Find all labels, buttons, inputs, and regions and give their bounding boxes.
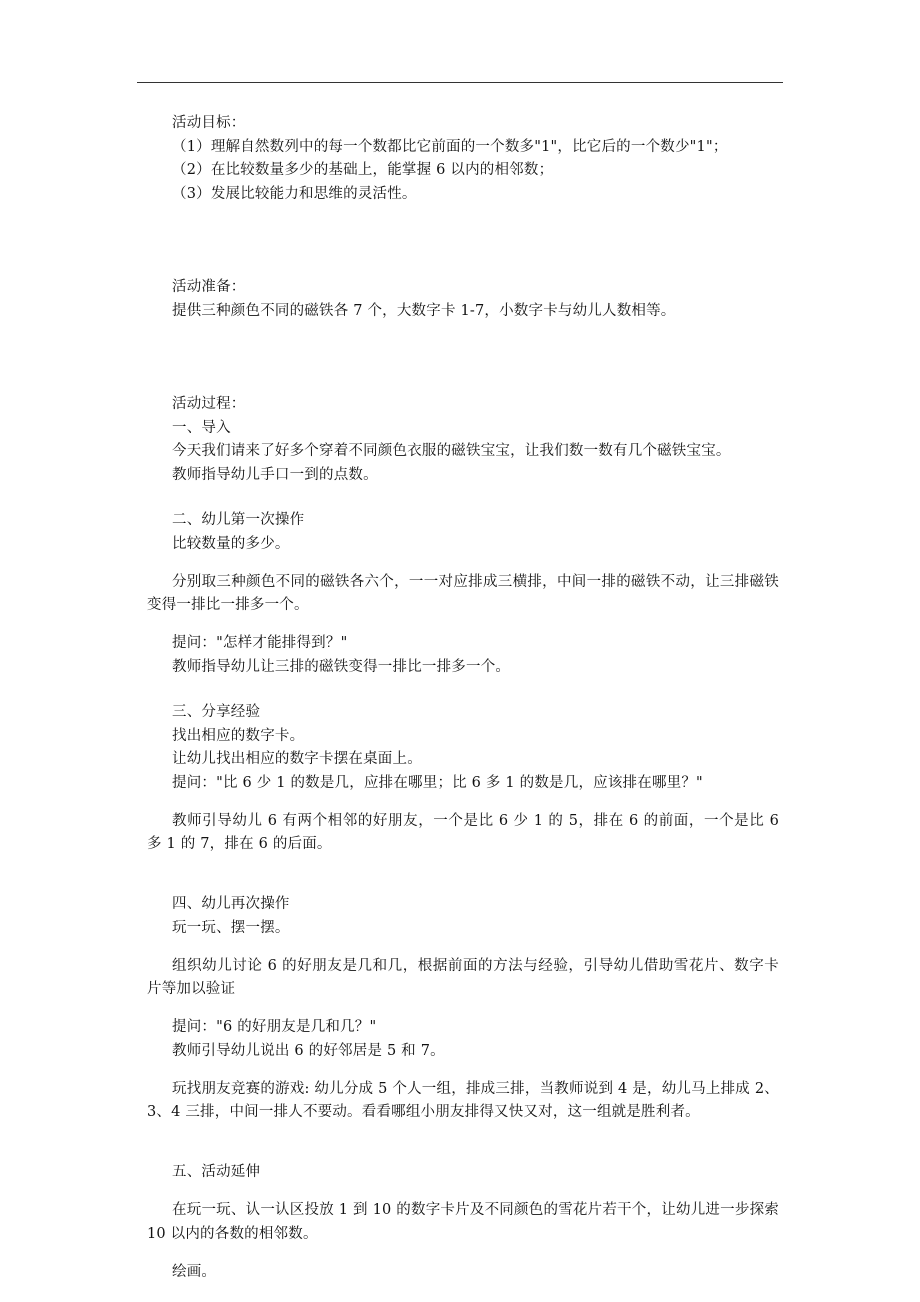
- section-2-title: 二、幼儿第一次操作: [172, 512, 305, 528]
- process-heading: 活动过程：: [172, 396, 246, 412]
- section-1-para-1: 今天我们请来了好多个穿着不同颜色衣服的磁铁宝宝，让我们数一数有几个磁铁宝宝。: [172, 443, 731, 459]
- section-4-para-3: 提问："6 的好朋友是几和几？": [172, 1019, 377, 1035]
- section-2-para-4: 教师指导幼儿让三排的磁铁变得一排比一排多一个。: [172, 658, 511, 675]
- header-rule: [137, 82, 783, 83]
- prep-text: 提供三种颜色不同的磁铁各 7 个，大数字卡 1-7，小数字卡与幼儿人数相等。: [172, 302, 676, 319]
- section-3-para-3: 提问："比 6 少 1 的数是几，应排在哪里；比 6 多 1 的数是几，应该排在哪里？": [172, 774, 703, 791]
- spacer: [147, 323, 787, 393]
- section-1-title: 一、导入: [172, 419, 231, 436]
- goals-heading: 活动目标：: [172, 115, 246, 131]
- section-5-title: 五、活动延伸: [172, 1164, 261, 1180]
- section-2-para-3: 提问："怎样才能排得到？": [172, 635, 348, 651]
- section-4-para-5: 玩找朋友竞赛的游戏: 幼儿分成 5 个人一组，排成三排，当教师说到 4 是，幼儿马上排成 2、3、4 三排，中间一排人不要动。看看哪组小朋友排得又快又对，这一组就是胜利者。: [147, 1080, 779, 1120]
- goal-item-1: （1）理解自然数列中的每一个数都比它前面的一个数多"1"，比它后的一个数少"1"；: [172, 138, 728, 155]
- section-2-para-1: 比较数量的多少。: [172, 535, 290, 552]
- section-3-para-1: 找出相应的数字卡。: [172, 727, 305, 744]
- section-4-para-4: 教师引导幼儿说出 6 的好邻居是 5 和 7。: [172, 1042, 445, 1059]
- spacer: [147, 487, 787, 509]
- section-1-para-2: 教师指导幼儿手口一到的点数。: [172, 466, 378, 483]
- spacer: [147, 206, 787, 276]
- document-body: [147, 112, 787, 1284]
- section-3-para-4: 教师引导幼儿 6 有两个相邻的好朋友，一个是比 6 少 1 的 5，排在 6 的前面，一个是比 6 多 1 的 7，排在 6 的后面。: [147, 812, 779, 852]
- section-4-title: 四、幼儿再次操作: [172, 896, 290, 912]
- section-3-title: 三、分享经验: [172, 704, 261, 720]
- section-2-para-2: 分别取三种颜色不同的磁铁各六个，一一对应排成三横排，中间一排的磁铁不动，让三排磁铁变得一排比一排多一个。: [147, 573, 779, 613]
- section-3-para-2: 让幼儿找出相应的数字卡摆在桌面上。: [172, 751, 422, 767]
- prep-heading: 活动准备：: [172, 279, 246, 295]
- spacer: [147, 679, 787, 701]
- goal-item-3: （3）发展比较能力和思维的灵活性。: [172, 185, 417, 202]
- goal-item-2: （2）在比较数量多少的基础上，能掌握 6 以内的相邻数；: [172, 162, 554, 178]
- spacer: [147, 1139, 787, 1161]
- section-4-para-2: 组织幼儿讨论 6 的好朋友是几和几，根据前面的方法与经验，引导幼儿借助雪花片、数字卡片等加以验证: [147, 957, 779, 997]
- section-4-para-1: 玩一玩、摆一摆。: [172, 919, 290, 936]
- section-5-para-1: 在玩一玩、认一认区投放 1 到 10 的数字卡片及不同颜色的雪花片若干个，让幼儿进一步探索 10 以内的各数的相邻数。: [147, 1202, 779, 1242]
- spacer: [147, 871, 787, 893]
- section-5-para-2: 绘画。: [172, 1263, 217, 1280]
